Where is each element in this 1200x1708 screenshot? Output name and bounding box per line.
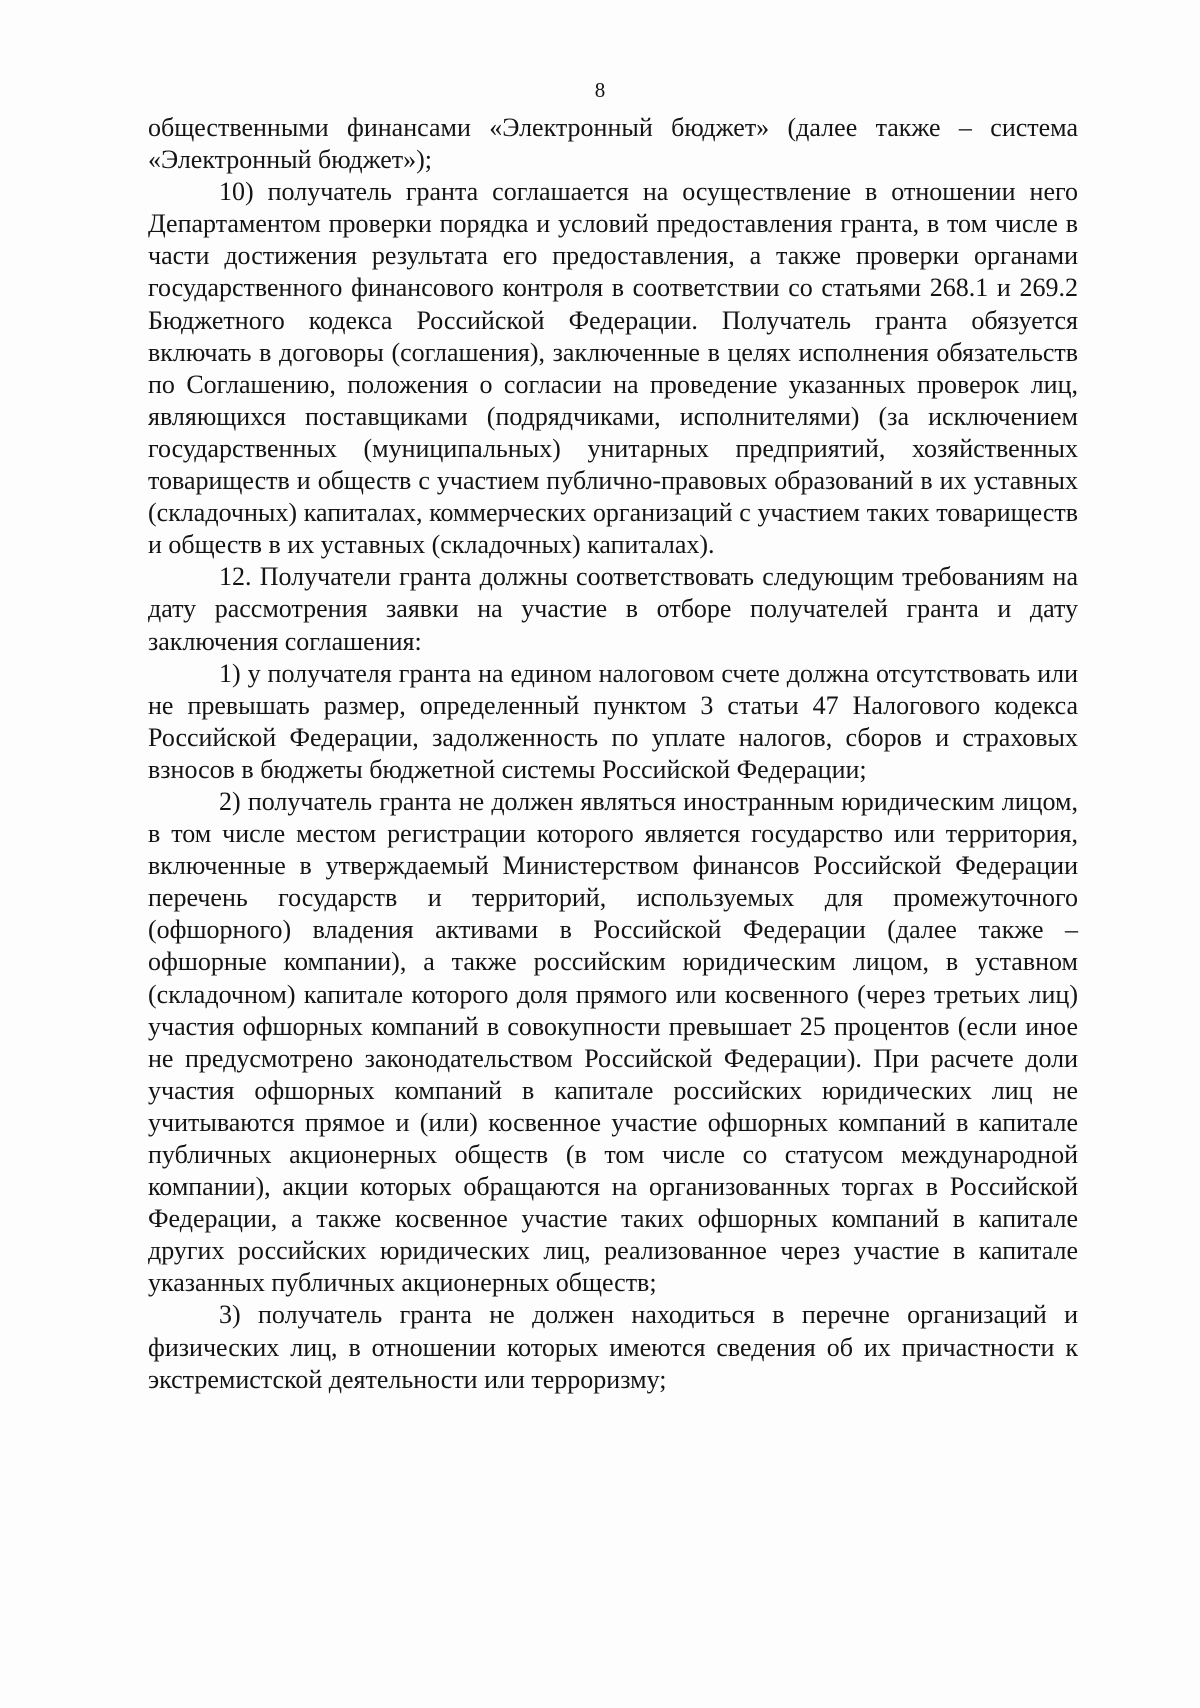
paragraph-item-1: 1) у получателя гранта на едином налоговом счете должна отсутствовать или не превышать размер, определенный пунктом 3 статьи 47 Налогового кодекса Российской Федерации, задолженность по уплате налогов, сборов и страховых взносов в бюджеты бюджетной системы Российской Федерации; xyxy=(148,658,1078,784)
paragraph-item-10: 10) получатель гранта соглашается на осуществление в отношении него Департаментом проверки порядка и условий предоставления гранта, в том числе в части достижения результата его предоставления, а также проверки органами государственного финансового контроля в соответствии со статьями 268.1 и 269.2 Бюджетного кодекса Российской Федерации. Получатель гранта обязуется включать в договоры (соглашения), заключенные в целях исполнения обязательств по Соглашению, положения о согласии на проведение указанных проверок лиц, являющихся поставщиками (подрядчиками, исполнителями) (за исключением государственных (муниципальных) унитарных предприятий, хозяйственных товариществ и обществ с участием публично-правовых образований в их уставных (складочных) капиталах, коммерческих организаций с участием таких товариществ и обществ в их уставных (складочных) капиталах). xyxy=(148,177,1078,560)
page-number: 8 xyxy=(594,78,606,102)
document-body xyxy=(148,112,1078,1396)
paragraph-continuation: общественными финансами «Электронный бюджет» (далее также – система «Электронный бюджет»); xyxy=(148,113,1078,175)
paragraph-item-3: 3) получатель гранта не должен находиться в перечне организаций и физических лиц, в отношении которых имеются сведения об их причастности к экстремистской деятельности или терроризму; xyxy=(148,1300,1078,1394)
paragraph-point-12: 12. Получатели гранта должны соответствовать следующим требованиям на дату рассмотрения заявки на участие в отборе получателей гранта и дату заключения соглашения: xyxy=(148,562,1078,656)
paragraph-item-2: 2) получатель гранта не должен являться иностранным юридическим лицом, в том числе местом регистрации которого является государство или территория, включенные в утверждаемый Министерством финансов Российской Федерации перечень государств и территорий, используемых для промежуточного (офшорного) владения активами в Российской Федерации (далее также – офшорные компании), а также российским юридическим лицом, в уставном (складочном) капитале которого доля прямого или косвенного (через третьих лиц) участия офшорных компаний в совокупности превышает 25 процентов (если иное не предусмотрено законодательством Российской Федерации). При расчете доли участия офшорных компаний в капитале российских юридических лиц не учитываются прямое и (или) косвенное участие офшорных компаний в капитале публичных акционерных обществ (в том числе со статусом международной компании), акции которых обращаются на организованных торгах в Российской Федерации, а также косвенное участие таких офшорных компаний в капитале других российских юридических лиц, реализованное через участие в капитале указанных публичных акционерных обществ; xyxy=(148,786,1078,1298)
